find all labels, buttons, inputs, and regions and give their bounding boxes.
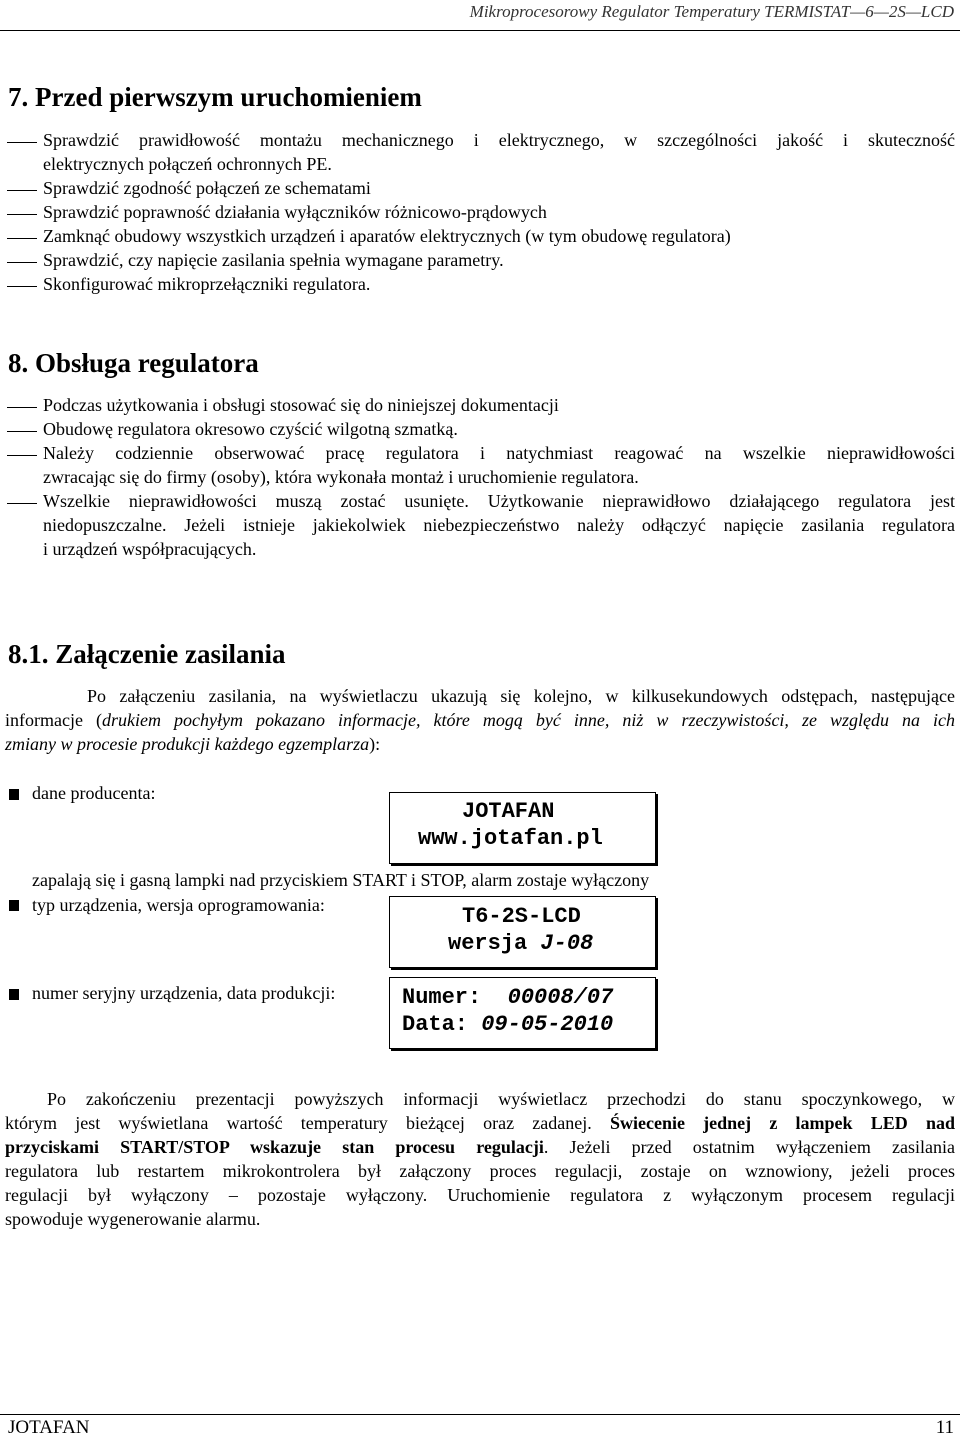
section-8-1-heading: 8.1. Załączenie zasilania: [8, 639, 286, 669]
dash-icon: [7, 503, 37, 504]
intro-line-3: zmiany w procesie produkcji każdego egzemplarza):: [5, 734, 381, 754]
serial-label: numer seryjny urządzenia, data produkcji:: [32, 983, 336, 1003]
display-line: Numer: 00008/07: [402, 985, 614, 1010]
list-item: Skonfigurować mikroprzełączniki regulatora.: [43, 274, 371, 294]
section-8-heading: 8. Obsługa regulatora: [8, 348, 259, 378]
dash-icon: [7, 238, 37, 239]
list-item: Należy codziennie obserwować pracę regulatora i natychmiast reagować na wszelkie nieprawidłowości: [43, 443, 955, 463]
bullet-icon: [9, 900, 19, 911]
list-item-cont: i urządzeń współpracujących.: [43, 539, 257, 559]
bullet-icon: [9, 989, 19, 1000]
footer-company: JOTAFAN: [8, 1417, 90, 1438]
page-number: 11: [935, 1417, 954, 1438]
closing-line-4: regulatora lub restartem mikrokontrolera był załączony proces regulacji, zostaje on wznowiony, jeżeli proces: [5, 1161, 955, 1181]
intro-line-1: Po załączeniu zasilania, na wyświetlaczu ukazują się kolejno, w kilkusekundowych odstępach, następujące: [87, 686, 955, 706]
intro-line-2: informacje (drukiem pochyłym pokazano informacje, które mogą być inne, niż w rzeczywistości, ze względu na ich: [5, 710, 956, 730]
bullet-icon: [9, 789, 19, 800]
display-manufacturer: [389, 792, 656, 864]
list-item-cont: elektrycznych połączeń ochronnych PE.: [43, 154, 332, 174]
dash-icon: [7, 455, 37, 456]
list-item: Wszelkie nieprawidłowości muszą zostać usunięte. Użytkowanie nieprawidłowo działającego regulatora jest: [43, 491, 955, 511]
lamps-note: zapalają się i gasną lampki nad przyciskiem START i STOP, alarm zostaje wyłączony: [32, 870, 650, 890]
display-device-type: [389, 896, 656, 968]
dash-icon: [7, 431, 37, 432]
list-item-cont: niedopuszczalne. Jeżeli istnieje jakiekolwiek niebezpieczeństwo należy odłączyć napięcie zasilania regulatora: [43, 515, 955, 535]
manufacturer-label: dane producenta:: [32, 783, 156, 803]
closing-line-6: spowoduje wygenerowanie alarmu.: [5, 1209, 261, 1229]
list-item: Sprawdzić zgodność połączeń ze schematami: [43, 178, 371, 198]
closing-line-2: którym jest wyświetlana wartość temperatury bieżącej oraz zadanej. Świecenie jednej z lampek LED nad: [5, 1113, 956, 1133]
device-type-label: typ urządzenia, wersja oprogramowania:: [32, 895, 325, 915]
display-line: Data: 09-05-2010: [402, 1012, 614, 1037]
list-item: Obudowę regulatora okresowo czyścić wilgotną szmatką.: [43, 419, 458, 439]
list-item: Zamknąć obudowy wszystkich urządzeń i aparatów elektrycznych (w tym obudowę regulatora): [43, 226, 731, 246]
display-line: JOTAFAN: [462, 799, 555, 824]
dash-icon: [7, 286, 37, 287]
closing-line-5: regulacji był wyłączony – pozostaje wyłączony. Uruchomienie regulatora z wyłączonym procesem regulacji: [5, 1185, 955, 1205]
display-line: T6-2S-LCD: [462, 904, 581, 929]
header-title: Mikroprocesorowy Regulator Temperatury TERMISTAT—6—2S—LCD: [469, 2, 954, 21]
dash-icon: [7, 407, 37, 408]
dash-icon: [7, 262, 37, 263]
list-item: Podczas użytkowania i obsługi stosować się do niniejszej dokumentacji: [43, 395, 559, 415]
dash-icon: [7, 190, 37, 191]
list-item-cont: zwracając się do firmy (osoby), która wykonała montaż i uruchomienie regulatora.: [43, 467, 639, 487]
display-line: wersja J-08: [448, 931, 594, 956]
dash-icon: [7, 142, 37, 143]
page-footer: [0, 1414, 960, 1441]
display-serial: [389, 977, 656, 1049]
list-item: Sprawdzić poprawność działania wyłączników różnicowo-prądowych: [43, 202, 547, 222]
dash-icon: [7, 214, 37, 215]
page-header: [0, 0, 960, 31]
closing-line-1: Po zakończeniu prezentacji powyższych informacji wyświetlacz przechodzi do stanu spoczynkowego, w: [47, 1089, 955, 1109]
closing-line-3: przyciskami START/STOP wskazuje stan procesu regulacji. Jeżeli przed ostatnim wyłączeniem zasilania: [5, 1137, 955, 1157]
list-item: Sprawdzić prawidłowość montażu mechanicznego i elektrycznego, w szczególności jakość i skuteczność: [43, 130, 955, 150]
display-line: www.jotafan.pl: [418, 826, 603, 851]
list-item: Sprawdzić, czy napięcie zasilania spełnia wymagane parametry.: [43, 250, 504, 270]
section-7-heading: 7. Przed pierwszym uruchomieniem: [8, 82, 422, 112]
